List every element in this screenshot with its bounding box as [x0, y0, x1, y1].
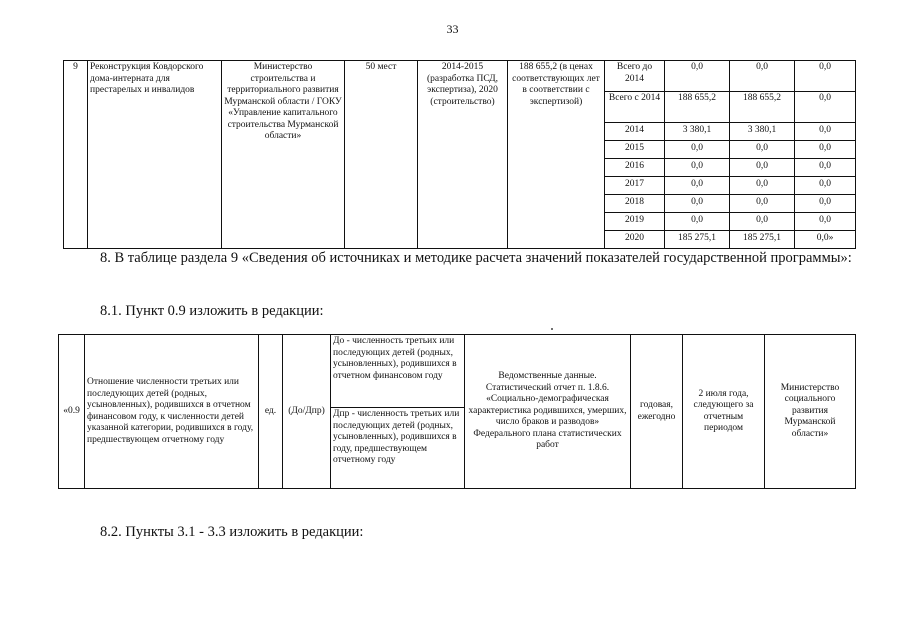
value-cell: 3 380,1 — [730, 123, 795, 141]
value-cell: 0,0 — [665, 159, 730, 177]
object-name: Реконструкция Ковдорского дома-интерната для престарелых и инвалидов — [88, 61, 222, 249]
year-cell: 2017 — [605, 177, 665, 195]
value-cell: 0,0 — [665, 177, 730, 195]
value-cell: 0,0 — [665, 141, 730, 159]
page-number: 33 — [446, 22, 459, 36]
indicator-unit: ед. — [259, 335, 283, 489]
value-cell: 188 655,2 — [730, 92, 795, 123]
year-cell: 2015 — [605, 141, 665, 159]
value-cell: 0,0 — [730, 61, 795, 92]
value-cell: 0,0 — [665, 61, 730, 92]
value-cell: 0,0 — [730, 195, 795, 213]
year-cell: Всего до 2014 — [605, 61, 665, 92]
paragraph-8: 8. В таблице раздела 9 «Сведения об источниках и методике расчета значений показателей государственной программы»: — [100, 250, 852, 266]
definition-dpr: Дпр - численность третьих или последующих детей (родных, усыновленных), родившихся в году, предшествующем отчетному году — [331, 408, 465, 489]
value-cell: 185 275,1 — [730, 231, 795, 249]
value-cell: 0,0 — [665, 213, 730, 231]
year-cell: 2020 — [605, 231, 665, 249]
definition-do: До - численность третьих или последующих детей (родных, усыновленных), родившихся в отчетном финансовом году — [331, 335, 465, 408]
value-cell: 0,0 — [795, 213, 856, 231]
responsible-ministry: Министерство строительства и территориального развития Мурманской области / ГОКУ «Управление капитального строительства Мурманской области» — [222, 61, 345, 249]
frequency: годовая, ежегодно — [631, 335, 683, 489]
row-number: 9 — [64, 61, 88, 249]
estimated-cost: 188 655,2 (в ценах соответствующих лет в соответствии с экспертизой) — [508, 61, 605, 249]
implementation-period: 2014-2015 (разработка ПСД, экспертиза), 2020 (строительство) — [418, 61, 508, 249]
value-cell: 185 275,1 — [665, 231, 730, 249]
value-cell: 0,0 — [730, 159, 795, 177]
paragraph-8-2: 8.2. Пункты 3.1 - 3.3 изложить в редакции: — [100, 524, 364, 540]
value-cell: 0,0 — [795, 177, 856, 195]
indicator-name: Отношение численности третьих или последующих детей (родных, усыновленных), родившихся в отчетном финансовом году, к численности детей указанной категории, родившихся в году, предшествующем отчетному году — [85, 335, 259, 489]
value-cell: 0,0 — [795, 195, 856, 213]
indicator-table — [58, 334, 856, 489]
year-cell: Всего с 2014 — [605, 92, 665, 123]
paragraph-8-1: 8.1. Пункт 0.9 изложить в редакции: — [100, 303, 324, 319]
value-cell: 188 655,2 — [665, 92, 730, 123]
value-cell: 0,0 — [795, 61, 856, 92]
scan-dot — [551, 328, 553, 330]
value-cell: 0,0 — [730, 213, 795, 231]
year-cell: 2016 — [605, 159, 665, 177]
capacity: 50 мест — [345, 61, 418, 249]
value-cell: 0,0 — [795, 123, 856, 141]
year-cell: 2018 — [605, 195, 665, 213]
value-cell: 0,0» — [795, 231, 856, 249]
investment-table — [63, 60, 856, 249]
value-cell: 0,0 — [730, 141, 795, 159]
year-cell: 2014 — [605, 123, 665, 141]
value-cell: 3 380,1 — [665, 123, 730, 141]
value-cell: 0,0 — [730, 177, 795, 195]
data-source: Ведомственные данные. Статистический отчет п. 1.8.6. «Социально-демографическая характеристика родившихся, умерших, число браков и разводов» Федерального плана статистических работ — [465, 335, 631, 489]
deadline: 2 июля года, следующего за отчетным периодом — [683, 335, 765, 489]
indicator-formula: (До/Дпр) — [283, 335, 331, 489]
year-cell: 2019 — [605, 213, 665, 231]
value-cell: 0,0 — [665, 195, 730, 213]
value-cell: 0,0 — [795, 92, 856, 123]
value-cell: 0,0 — [795, 159, 856, 177]
indicator-number: «0.9 — [59, 335, 85, 489]
value-cell: 0,0 — [795, 141, 856, 159]
responsible-body: Министерство социального развития Мурманской области» — [765, 335, 856, 489]
